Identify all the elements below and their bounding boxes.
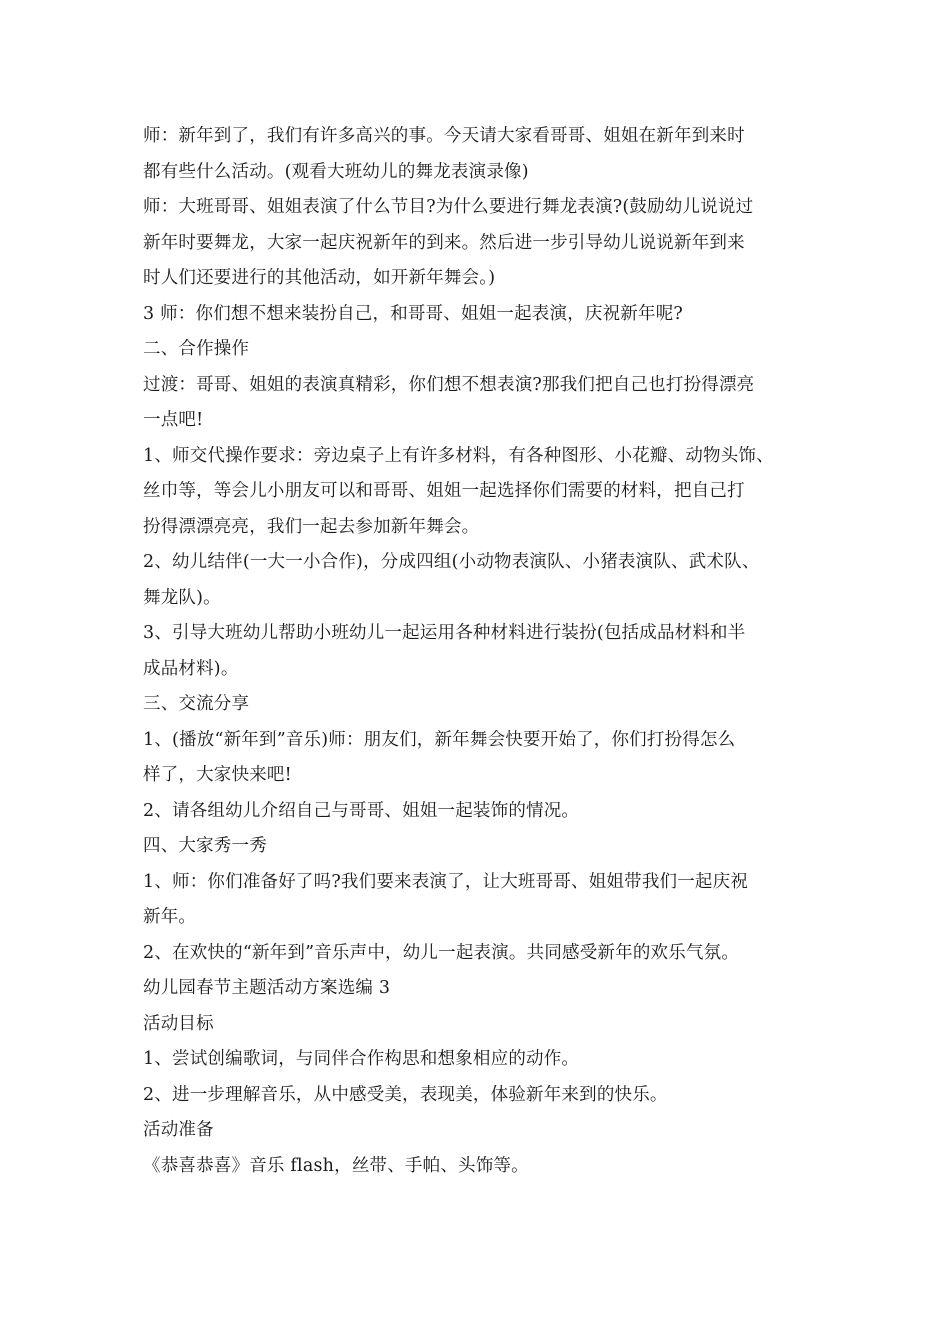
text-line: 2、请各组幼儿介绍自己与哥哥、姐姐一起装饰的情况。	[143, 800, 580, 821]
text-line: 一点吧!	[143, 410, 204, 430]
text-line: 时人们还要进行的其他活动，如开新年舞会。)	[143, 268, 496, 288]
text-line: 2、在欢快的“新年到”音乐声中，幼儿一起表演。共同感受新年的欢乐气氛。	[143, 942, 740, 963]
text-line: 《恭喜恭喜》音乐 flash，丝带、手帕、头饰等。	[143, 1155, 529, 1176]
text-line: 都有些什么活动。(观看大班幼儿的舞龙表演录像)	[143, 161, 529, 182]
text-line: 扮得漂漂亮亮，我们一起去参加新年舞会。	[143, 516, 480, 537]
text-line: 过渡：哥哥、姐姐的表演真精彩，你们想不想表演?那我们把自己也打扮得漂亮	[143, 374, 755, 395]
text-line: 成品材料)。	[143, 658, 239, 679]
text-line: 师：新年到了，我们有许多高兴的事。今天请大家看哥哥、姐姐在新年到来时	[143, 126, 745, 146]
section-heading: 二、合作操作	[143, 339, 250, 359]
text-line: 样了，大家快来吧!	[143, 765, 292, 785]
text-line: 1、师：你们准备好了吗?我们要来表演了，让大班哥哥、姐姐带我们一起庆祝	[143, 871, 749, 892]
section-heading: 活动准备	[143, 1120, 214, 1140]
document-title: 幼儿园春节主题活动方案选编 3	[143, 978, 391, 998]
text-line: 3 师：你们想不想来装扮自己，和哥哥、姐姐一起表演，庆祝新年呢?	[143, 303, 683, 324]
text-line: 3、引导大班幼儿帮助小班幼儿一起运用各种材料进行装扮(包括成品材料和半	[143, 623, 746, 643]
section-heading: 活动目标	[143, 1013, 214, 1034]
text-line: 1、师交代操作要求：旁边桌子上有许多材料，有各种图形、小花瓣、动物头饰、	[143, 445, 774, 466]
text-line: 2、幼儿结伴(一大一小合作)，分成四组(小动物表演队、小猪表演队、武术队、	[143, 552, 760, 572]
section-heading: 三、交流分享	[143, 694, 250, 714]
text-line: 师：大班哥哥、姐姐表演了什么节目?为什么要进行舞龙表演?(鼓励幼儿说说过	[143, 197, 754, 217]
text-line: 2、进一步理解音乐，从中感受美，表现美，体验新年来到的快乐。	[143, 1084, 668, 1105]
text-line: 舞龙队)。	[143, 587, 221, 608]
text-line: 1、(播放“新年到”音乐)师：朋友们，新年舞会快要开始了，你们打扮得怎么	[143, 729, 736, 750]
text-line: 丝巾等，等会儿小朋友可以和哥哥、姐姐一起选择你们需要的材料，把自己打	[143, 481, 745, 501]
section-heading: 四、大家秀一秀	[143, 836, 267, 856]
document-body	[143, 119, 823, 1184]
text-line: 新年时要舞龙，大家一起庆祝新年的到来。然后进一步引导幼儿说说新年到来	[143, 232, 745, 253]
text-line: 1、尝试创编歌词，与同伴合作构思和想象相应的动作。	[143, 1049, 580, 1069]
text-line: 新年。	[143, 907, 197, 927]
